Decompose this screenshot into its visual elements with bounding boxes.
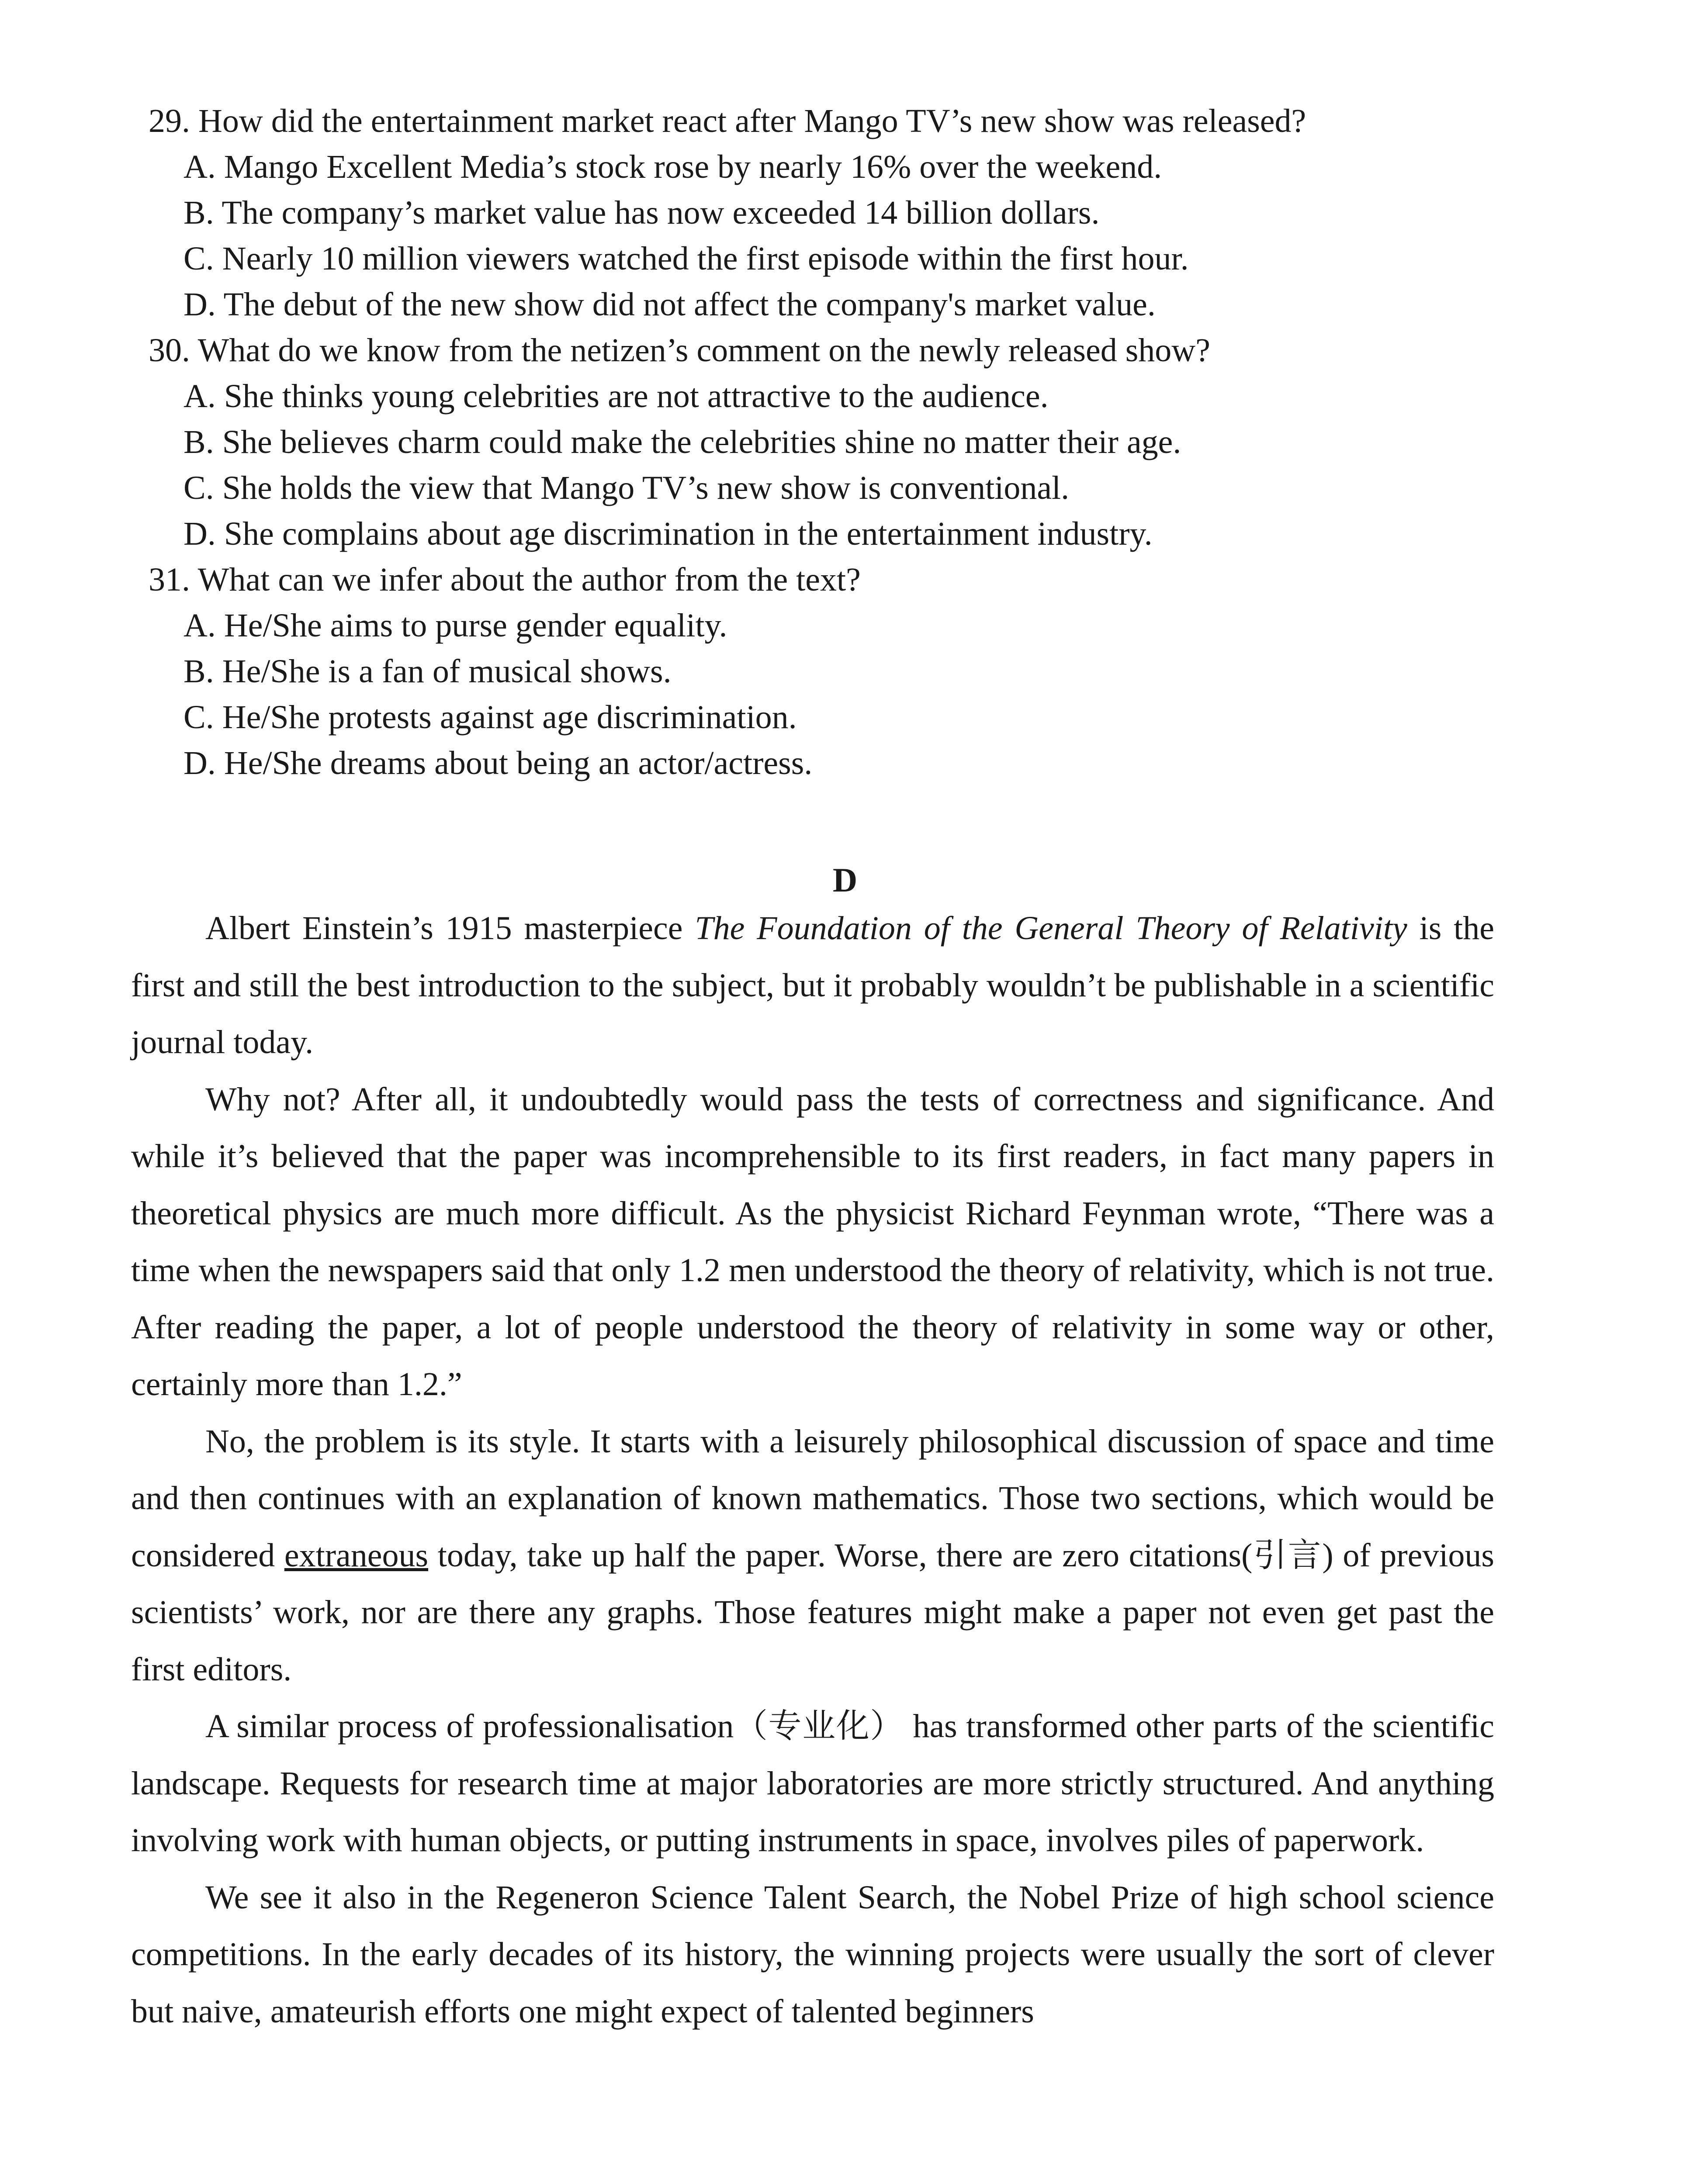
question-30 bbox=[149, 328, 1459, 557]
option-c: C. He/She protests against age discrimination. bbox=[184, 699, 797, 736]
paragraph-text: Albert Einstein’s 1915 masterpiece bbox=[205, 910, 695, 947]
paragraph-text: No, the problem is its style. It starts with a leisurely philosophical discussion of space and time and then continues with an explanation of known mathematics. Those two sections, which would be considered bbox=[131, 1423, 1494, 1574]
option-c: C. She holds the view that Mango TV’s new show is conventional. bbox=[184, 470, 1070, 506]
option-a: A. He/She aims to purse gender equality. bbox=[184, 607, 727, 644]
paragraph-2: Why not? After all, it undoubtedly would pass the tests of correctness and significance. And while it’s believed that the paper was incomprehensible to its first readers, in fact many papers in theoretical physics are much more difficult. As the physicist Richard Feynman wrote, “There was a time when the newspapers said that only 1.2 men understood the theory of relativity, which is not true. After reading the paper, a lot of people understood the theory of relativity in some way or other, certainly more than 1.2.” bbox=[131, 1081, 1494, 1403]
paragraph-5: We see it also in the Regeneron Science Talent Search, the Nobel Prize of high school science competitions. In the early decades of its history, the winning projects were usually the sort of clever but naive, amateurish efforts one might expect of talented beginners bbox=[131, 1879, 1494, 2030]
option-d: D. The debut of the new show did not affect the company's market value. bbox=[184, 286, 1156, 323]
option-b: B. She believes charm could make the celebrities shine no matter their age. bbox=[184, 424, 1181, 460]
question-29 bbox=[149, 98, 1459, 328]
paragraph-text: today, take up half the paper. Worse, there are zero citations(引言) of previous scientists’ work, nor are there any graphs. Those features might make a paper not even get past the first editors. bbox=[131, 1537, 1495, 1688]
question-stem: 30. What do we know from the netizen’s comment on the newly released show? bbox=[149, 332, 1210, 369]
question-stem: 29. How did the entertainment market react after Mango TV’s new show was released? bbox=[149, 103, 1306, 139]
question-stem: 31. What can we infer about the author from the text? bbox=[149, 561, 861, 598]
paragraph-1 bbox=[131, 900, 1494, 1071]
paragraph-text: is the first and still the best introduction to the subject, but it probably wouldn’t be publishable in a scientific journal today. bbox=[131, 910, 1494, 1061]
option-a: A. She thinks young celebrities are not attractive to the audience. bbox=[184, 378, 1049, 415]
option-b: B. He/She is a fan of musical shows. bbox=[184, 653, 672, 690]
paper-title: The Foundation of the General Theory of Relativity bbox=[695, 910, 1407, 947]
section-heading: D bbox=[832, 861, 858, 899]
paragraph-4: A similar process of professionalisation（专业化） has transformed other parts of the scientific landscape. Requests for research time at major laboratories are more strictly structured. And anything involving work with human objects, or putting instruments in space, involves piles of paperwork. bbox=[131, 1708, 1494, 1859]
option-a: A. Mango Excellent Media’s stock rose by nearly 16% over the weekend. bbox=[184, 149, 1162, 185]
option-d: D. He/She dreams about being an actor/actress. bbox=[184, 745, 813, 781]
option-c: C. Nearly 10 million viewers watched the first episode within the first hour. bbox=[184, 240, 1189, 277]
underlined-word: extraneous bbox=[284, 1537, 429, 1574]
option-d: D. She complains about age discrimination in the entertainment industry. bbox=[184, 515, 1153, 552]
paragraph-3 bbox=[131, 1413, 1494, 1698]
question-31 bbox=[149, 557, 1459, 786]
question-list bbox=[149, 98, 1459, 786]
reading-passage bbox=[131, 900, 1494, 2040]
option-b: B. The company’s market value has now exceeded 14 billion dollars. bbox=[184, 194, 1100, 231]
